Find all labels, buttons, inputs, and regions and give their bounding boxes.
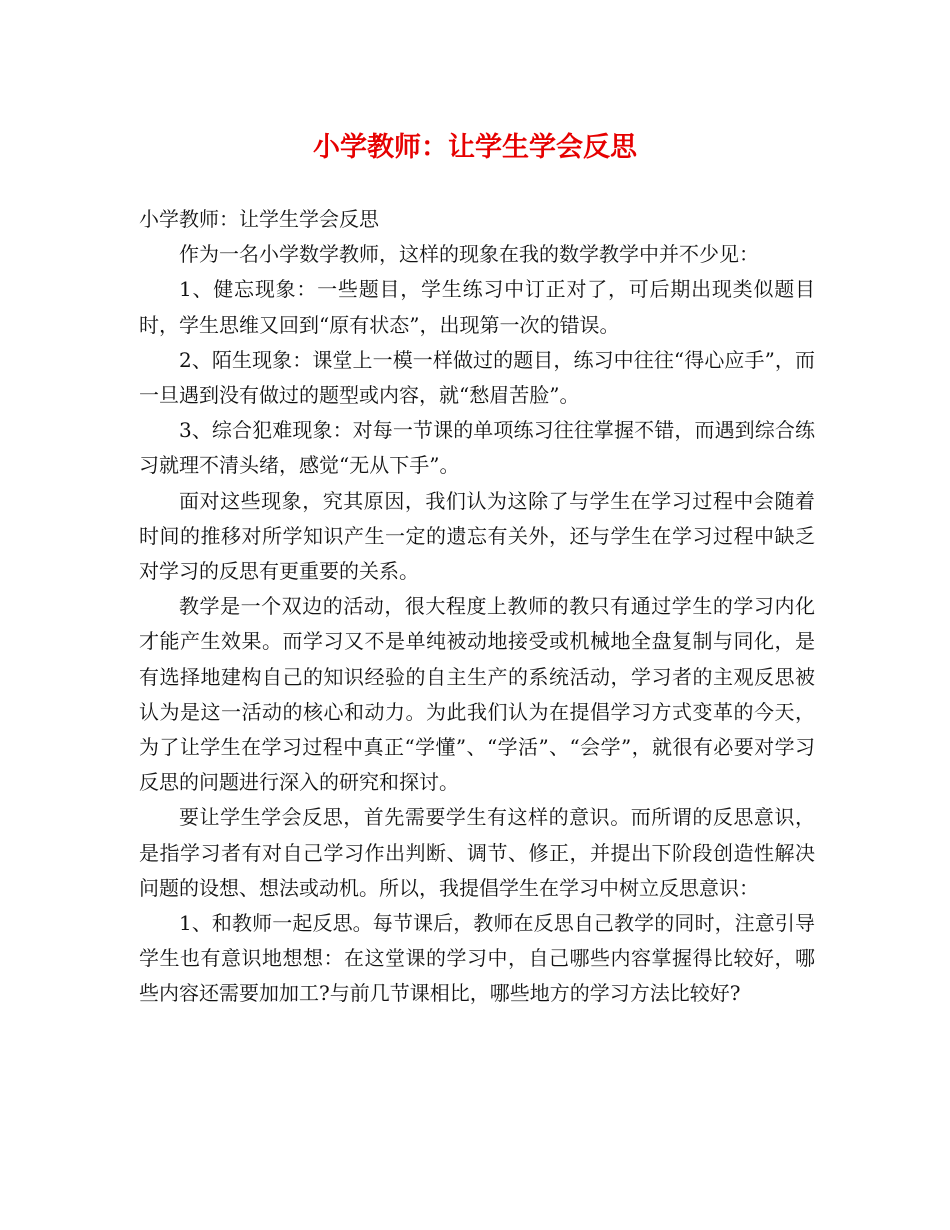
paragraph-comprehensive: 3、综合犯难现象：对每一节课的单项练习往往掌握不错，而遇到综合练习就理不清头绪，感觉“无从下手”。 xyxy=(139,418,815,478)
paragraph-intro: 作为一名小学数学教师，这样的现象在我的数学教学中并不少见： xyxy=(179,242,759,267)
paragraph-reflect-with-teacher: 1、和教师一起反思。每节课后，教师在反思自己教学的同时，注意引导学生也有意识地想想：在这堂课的学习中，自己哪些内容掌握得比较好，哪些内容还需要加加工?与前几节课相比，哪些地方的学习方法比较好? xyxy=(139,911,815,1006)
paragraph-teaching: 教学是一个双边的活动，很大程度上教师的教只有通过学生的学习内化才能产生效果。而学习又不是单纯被动地接受或机械地全盘复制与同化，是有选择地建构自己的知识经验的自主生产的系统活动，学习者的主观反思被认为是这一活动的核心和动力。为此我们认为在提倡学习方式变革的今天，为了让学生在学习过程中真正“学懂”、“学活”、“会学”，就很有必要对学习反思的问题进行深入的研究和探讨。 xyxy=(139,594,815,795)
paragraph-forgetting: 1、健忘现象：一些题目，学生练习中订正对了，可后期出现类似题目时，学生思维又回到“原有状态”，出现第一次的错误。 xyxy=(139,277,815,337)
paragraph-unfamiliar: 2、陌生现象：课堂上一模一样做过的题目，练习中往往“得心应手”，而一旦遇到没有做过的题型或内容，就“愁眉苦脸”。 xyxy=(139,347,815,408)
paragraph-causes: 面对这些现象，究其原因，我们认为这除了与学生在学习过程中会随着时间的推移对所学知识产生一定的遗忘有关外，还与学生在学习过程中缺乏对学习的反思有更重要的关系。 xyxy=(139,488,815,584)
document-body xyxy=(139,202,815,1012)
paragraph-subtitle: 小学教师：让学生学会反思 xyxy=(139,207,379,231)
paragraph-reflection-awareness: 要让学生学会反思，首先需要学生有这样的意识。而所谓的反思意识，是指学习者有对自己学习作出判断、调节、修正，并提出下阶段创造性解决问题的设想、想法或动机。所以，我提倡学生在学习中树立反思意识： xyxy=(139,805,815,900)
document-title: 小学教师：让学生学会反思 xyxy=(313,132,637,163)
